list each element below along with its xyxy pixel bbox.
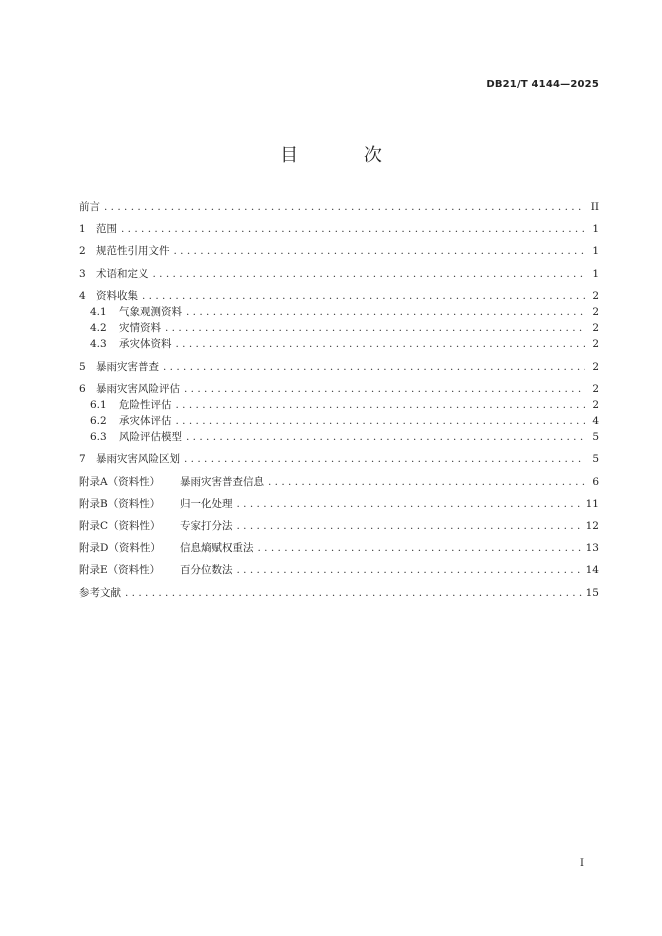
toc-label: 前言 [79,201,100,213]
toc-label: 暴雨灾害普查 [96,360,159,373]
toc-page: 2 [592,338,599,351]
toc-leader-dots [142,288,585,304]
toc-page: 5 [592,453,599,466]
toc-page: 1 [592,267,599,280]
toc-entry-4-1[interactable] [79,304,599,320]
toc-leader-dots [258,540,582,556]
toc-page: 14 [585,564,599,577]
toc-page: 2 [592,360,599,373]
table-of-contents [79,199,599,607]
toc-appendix-number: 附录C（资料性） [79,520,161,532]
toc-leader-dots [237,518,582,534]
toc-entry-6-1[interactable] [79,397,599,413]
toc-entry-1[interactable] [79,221,599,237]
toc-leader-dots [163,359,585,375]
toc-appendix-number: 附录D（资料性） [79,542,161,555]
toc-entry-4-2[interactable] [79,320,599,336]
toc-number: 4 [79,289,86,302]
toc-appendix-number: 附录E（资料性） [79,564,161,577]
toc-page: 2 [592,382,599,395]
toc-appendix-number: 附录B（资料性） [79,497,161,510]
toc-entry-appendix-d[interactable] [79,540,599,556]
toc-entry-3[interactable] [79,266,599,282]
toc-leader-dots [186,429,585,445]
toc-label: 规范性引用文件 [96,245,170,258]
toc-page: 15 [585,586,599,599]
toc-leader-dots [268,474,585,490]
toc-page: 2 [592,289,599,302]
toc-leader-dots [176,413,586,429]
toc-entry-appendix-b[interactable] [79,496,599,512]
toc-entry-appendix-c[interactable] [79,518,599,534]
toc-label: 承灾体资料 [119,338,172,351]
toc-page: 4 [592,415,599,428]
toc-entry-7[interactable] [79,451,599,467]
document-code: DB21/T 4144—2025 [486,79,599,90]
toc-leader-dots [104,199,585,215]
toc-label: 暴雨灾害风险区划 [96,453,180,466]
toc-label: 参考文献 [79,586,121,599]
toc-page: 12 [585,520,599,532]
toc-entry-5[interactable] [79,359,599,375]
toc-page: 6 [592,475,599,488]
toc-number: 6.3 [90,431,107,444]
toc-entry-appendix-e[interactable] [79,562,599,578]
toc-label: 风险评估模型 [119,431,182,444]
toc-number: 2 [79,245,86,258]
toc-label: 灾情资料 [119,322,161,335]
page-number: I [580,858,584,869]
toc-number: 4.1 [90,305,107,318]
toc-number: 7 [79,453,86,466]
toc-label: 暴雨灾害风险评估 [96,382,180,395]
toc-entry-4[interactable] [79,288,599,304]
toc-entry-6-2[interactable] [79,413,599,429]
toc-label: 术语和定义 [96,267,149,280]
page-title: 目 次 [280,145,412,166]
toc-number: 6.2 [90,415,107,428]
toc-page: 13 [585,542,599,555]
toc-page: II [590,201,599,213]
toc-entry-foreword[interactable] [79,199,599,215]
toc-leader-dots [153,266,586,282]
toc-number: 5 [79,360,86,373]
toc-label: 资料收集 [96,289,138,302]
toc-page: 1 [592,223,599,236]
toc-entry-2[interactable] [79,243,599,259]
toc-page: 11 [585,497,599,510]
toc-entry-references[interactable] [79,585,599,601]
toc-label: 承灾体评估 [119,415,172,428]
toc-number: 4.2 [90,322,107,335]
toc-leader-dots [184,451,585,467]
toc-leader-dots [237,562,582,578]
toc-entry-6[interactable] [79,381,599,397]
toc-label: 信息熵赋权重法 [180,542,254,555]
toc-entry-4-3[interactable] [79,336,599,352]
toc-page: 2 [592,398,599,411]
toc-leader-dots [125,585,582,601]
toc-page: 5 [592,431,599,444]
toc-number: 1 [79,223,86,236]
toc-entry-appendix-a[interactable] [79,474,599,490]
toc-leader-dots [176,336,586,352]
toc-leader-dots [174,243,586,259]
toc-appendix-number: 附录A（资料性） [79,475,161,488]
toc-label: 百分位数法 [180,564,233,577]
toc-entry-6-3[interactable] [79,429,599,445]
toc-label: 范围 [96,223,117,236]
toc-leader-dots [176,397,586,413]
toc-leader-dots [121,221,585,237]
toc-number: 4.3 [90,338,107,351]
toc-label: 危险性评估 [119,398,172,411]
toc-page: 1 [592,245,599,258]
toc-label: 气象观测资料 [119,305,182,318]
toc-leader-dots [165,320,585,336]
toc-page: 2 [592,305,599,318]
toc-leader-dots [184,381,585,397]
toc-label: 专家打分法 [180,520,233,532]
toc-page: 2 [592,322,599,335]
toc-label: 归一化处理 [180,497,233,510]
toc-number: 6.1 [90,398,107,411]
toc-leader-dots [237,496,582,512]
toc-number: 3 [79,267,86,280]
toc-leader-dots [186,304,585,320]
toc-label: 暴雨灾害普查信息 [180,475,264,488]
toc-number: 6 [79,382,86,395]
